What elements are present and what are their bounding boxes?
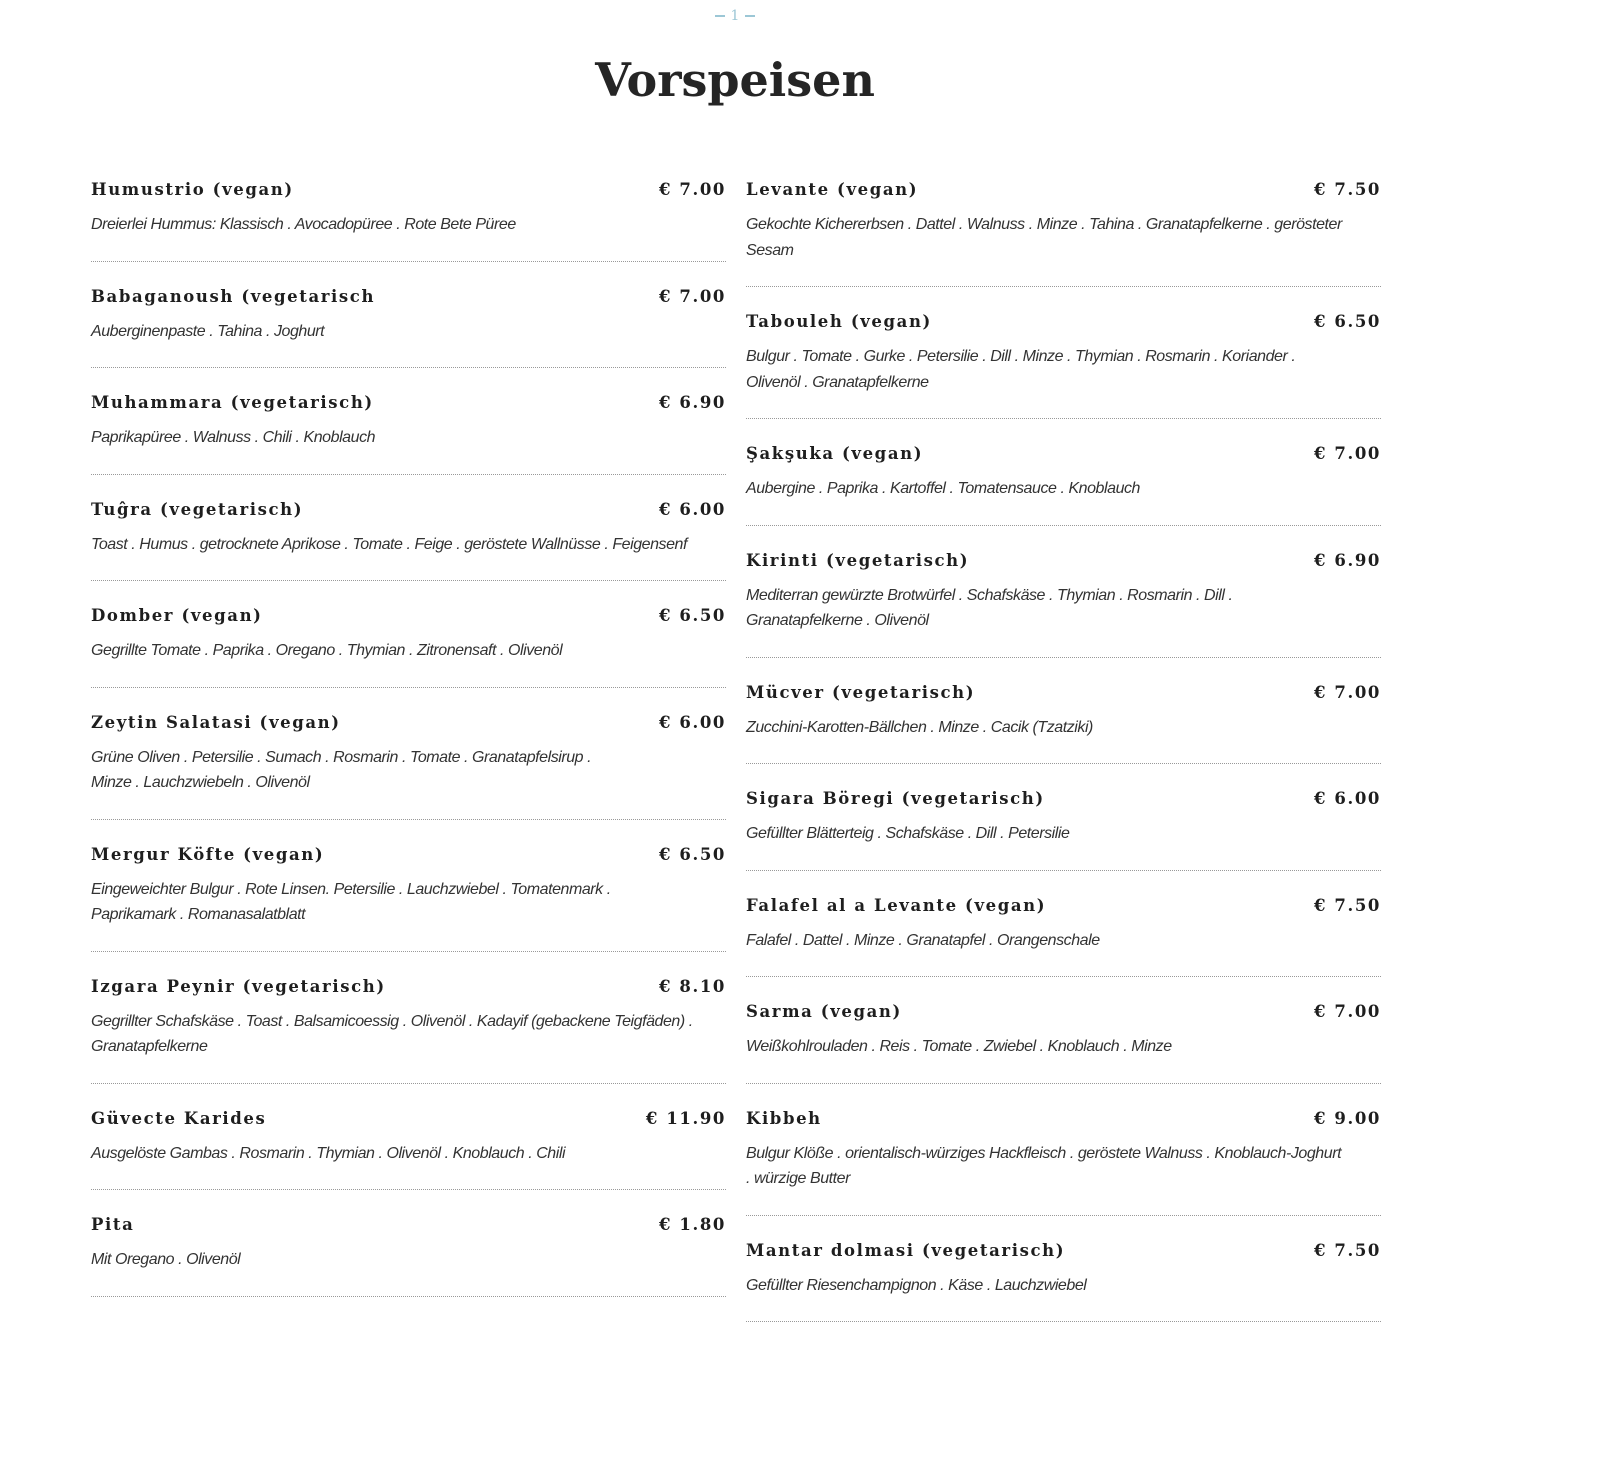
menu-item (746, 180, 1381, 287)
menu-item (746, 551, 1381, 658)
description-line: Aubergine . Paprika . Kartoffel . Tomatensauce . Knoblauch (746, 480, 1141, 497)
menu-item-header (746, 896, 1381, 916)
dish-name: Mantar dolmasi (vegetarisch) (746, 1240, 1066, 1260)
dish-description (746, 1141, 1381, 1192)
menu-item-header (91, 393, 726, 413)
menu-item-header (746, 1241, 1381, 1261)
menu-item-header (91, 606, 726, 626)
menu-item (91, 977, 726, 1084)
dish-description (746, 583, 1381, 634)
dish-name: Güvecte Karides (91, 1108, 267, 1128)
dish-name: Zeytin Salatasi (vegan) (91, 712, 341, 732)
description-line: Bulgur . Tomate . Gurke . Petersilie . Dill . Minze . Thymian . Rosmarin . Koriander . (746, 348, 1296, 365)
menu-item-header (746, 551, 1381, 571)
dish-name: Humustrio (vegan) (91, 180, 294, 199)
dish-price: € 6.00 (658, 499, 726, 519)
menu-item-header (91, 1109, 726, 1129)
menu-item-header (91, 845, 726, 865)
description-line: Olivenöl . Granatapfelkerne (746, 373, 929, 391)
dish-price: € 7.50 (1313, 895, 1381, 915)
dish-price: € 7.00 (658, 286, 726, 306)
menu-item (91, 287, 726, 369)
menu-column-right (746, 180, 1381, 1347)
menu-item (746, 683, 1381, 765)
dish-description (91, 425, 726, 451)
dish-description (746, 212, 1381, 263)
dish-description (746, 344, 1381, 395)
description-line: . würzige Butter (746, 1170, 850, 1187)
dish-price: € 8.10 (658, 976, 726, 996)
menu-item (746, 896, 1381, 978)
dish-name: Tuĝra (vegetarisch) (91, 499, 304, 519)
page-number-text: 1 (730, 8, 740, 24)
description-line: Paprikapüree . Walnuss . Chili . Knoblauch (91, 429, 376, 446)
dish-description (91, 212, 726, 238)
dish-price: € 6.00 (658, 712, 726, 732)
description-line: Toast . Humus . getrocknete Aprikose . Tomate . Feige . geröstete Wallnüsse . Feigensenf (91, 535, 687, 553)
menu-item (746, 789, 1381, 871)
menu-item-header (91, 287, 726, 307)
description-line: Gegrillter Schafskäse . Toast . Balsamicoessig . Olivenöl . Kadayif (gebackene Teigfäden) . (91, 1012, 693, 1030)
dish-name: Babaganoush (vegetarisch (91, 286, 376, 306)
description-line: Gekochte Kichererbsen . Dattel . Walnuss . Minze . Tahina . Granatapfelkerne . gerösteter (746, 216, 1342, 233)
dash-right (745, 15, 755, 17)
dish-description (91, 638, 726, 664)
menu-item (91, 393, 726, 475)
dish-name: Izgara Peynir (vegetarisch) (91, 976, 386, 996)
description-line: Auberginenpaste . Tahina . Joghurt (91, 322, 325, 340)
menu-item-header (91, 977, 726, 997)
menu-item (746, 444, 1381, 526)
page-number (0, 8, 1470, 24)
menu-item-header (746, 312, 1381, 332)
description-line: Weißkohlrouladen . Reis . Tomate . Zwiebel . Knoblauch . Minze (746, 1038, 1172, 1055)
menu-column-left (91, 180, 726, 1322)
menu-item-header (746, 180, 1381, 200)
dish-name: Sigara Böregi (vegetarisch) (746, 789, 1045, 808)
dish-description (91, 745, 726, 796)
dish-price: € 7.00 (658, 180, 726, 199)
dish-name: Mücver (vegetarisch) (746, 682, 976, 702)
description-line: Ausgelöste Gambas . Rosmarin . Thymian . Olivenöl . Knoblauch . Chili (91, 1144, 566, 1162)
menu-item-header (746, 789, 1381, 809)
description-line: Zucchini-Karotten-Bällchen . Minze . Cacik (Tzatziki) (746, 718, 1093, 736)
dish-name: Kirinti (vegetarisch) (746, 550, 970, 570)
dish-price: € 7.50 (1313, 180, 1381, 199)
menu-item-header (91, 500, 726, 520)
menu-item (91, 180, 726, 262)
description-line: Bulgur Klöße . orientalisch-würziges Hackfleisch . geröstete Walnuss . Knoblauch-Joghurt (746, 1144, 1342, 1162)
menu-item (91, 713, 726, 820)
dish-name: Sarma (vegan) (746, 1002, 902, 1021)
dish-description (91, 319, 726, 345)
dish-name: Tabouleh (vegan) (746, 312, 932, 331)
dish-name: Levante (vegan) (746, 180, 919, 199)
menu-item (746, 1109, 1381, 1216)
menu-item (91, 845, 726, 952)
page-title: Vorspeisen (595, 53, 875, 107)
menu-item (746, 312, 1381, 419)
menu-item (91, 1215, 726, 1297)
dish-description (746, 476, 1381, 502)
description-line: Grüne Oliven . Petersilie . Sumach . Rosmarin . Tomate . Granatapfelsirup . (91, 748, 592, 766)
dish-price: € 6.50 (658, 606, 726, 625)
dish-description (91, 532, 726, 558)
menu-item-header (746, 683, 1381, 703)
dish-description (746, 1273, 1381, 1299)
description-line: Mit Oregano . Olivenöl (91, 1251, 241, 1268)
dish-name: Şakşuka (vegan) (746, 444, 924, 463)
description-line: Sesam (746, 241, 794, 259)
menu-item (746, 1241, 1381, 1323)
dish-price: € 1.80 (658, 1215, 726, 1234)
menu-item-header (746, 1002, 1381, 1022)
description-line: Mediterran gewürzte Brotwürfel . Schafskäse . Thymian . Rosmarin . Dill . (746, 586, 1233, 604)
dish-description (91, 877, 726, 928)
description-line: Gegrillte Tomate . Paprika . Oregano . Thymian . Zitronensaft . Olivenöl (91, 642, 563, 659)
menu-item (91, 606, 726, 688)
description-line: Gefüllter Riesenchampignon . Käse . Lauchzwiebel (746, 1276, 1087, 1294)
description-line: Granatapfelkerne (91, 1038, 208, 1055)
dish-price: € 6.50 (658, 844, 726, 864)
menu-item-header (746, 444, 1381, 464)
menu-item (91, 1109, 726, 1191)
dish-price: € 6.90 (658, 393, 726, 412)
dish-description (91, 1247, 726, 1273)
dish-name: Domber (vegan) (91, 606, 263, 625)
dish-name: Kibbeh (746, 1108, 822, 1128)
dish-price: € 7.00 (1313, 1002, 1381, 1021)
description-line: Minze . Lauchzwiebeln . Olivenöl (91, 774, 310, 791)
menu-item (91, 500, 726, 582)
dish-description (746, 821, 1381, 847)
dish-name: Falafel al a Levante (vegan) (746, 895, 1047, 915)
dish-description (746, 1034, 1381, 1060)
menu-item-header (91, 713, 726, 733)
dish-price: € 7.50 (1313, 1240, 1381, 1260)
dish-price: € 7.00 (1313, 444, 1381, 463)
description-line: Eingeweichter Bulgur . Rote Linsen. Petersilie . Lauchzwiebel . Tomatenmark . (91, 880, 611, 898)
description-line: Dreierlei Hummus: Klassisch . Avocadopüree . Rote Bete Püree (91, 216, 516, 233)
dish-name: Pita (91, 1215, 135, 1234)
dish-price: € 6.00 (1313, 789, 1381, 808)
menu-item-header (91, 1215, 726, 1235)
dish-price: € 6.50 (1313, 312, 1381, 331)
dash-left (715, 15, 725, 17)
dish-name: Muhammara (vegetarisch) (91, 393, 374, 412)
dish-price: € 11.90 (645, 1108, 726, 1128)
description-line: Paprikamark . Romanasalatblatt (91, 906, 306, 923)
menu-item-header (746, 1109, 1381, 1129)
menu-item-header (91, 180, 726, 200)
description-line: Falafel . Dattel . Minze . Granatapfel . Orangenschale (746, 931, 1100, 949)
dish-description (746, 928, 1381, 954)
dish-description (746, 715, 1381, 741)
dish-name: Mergur Köfte (vegan) (91, 844, 325, 864)
dish-price: € 6.90 (1313, 550, 1381, 570)
description-line: Granatapfelkerne . Olivenöl (746, 612, 929, 629)
dish-description (91, 1009, 726, 1060)
dish-price: € 9.00 (1313, 1108, 1381, 1128)
dish-description (91, 1141, 726, 1167)
menu-item (746, 1002, 1381, 1084)
description-line: Gefüllter Blätterteig . Schafskäse . Dill . Petersilie (746, 825, 1070, 842)
dish-price: € 7.00 (1313, 682, 1381, 702)
